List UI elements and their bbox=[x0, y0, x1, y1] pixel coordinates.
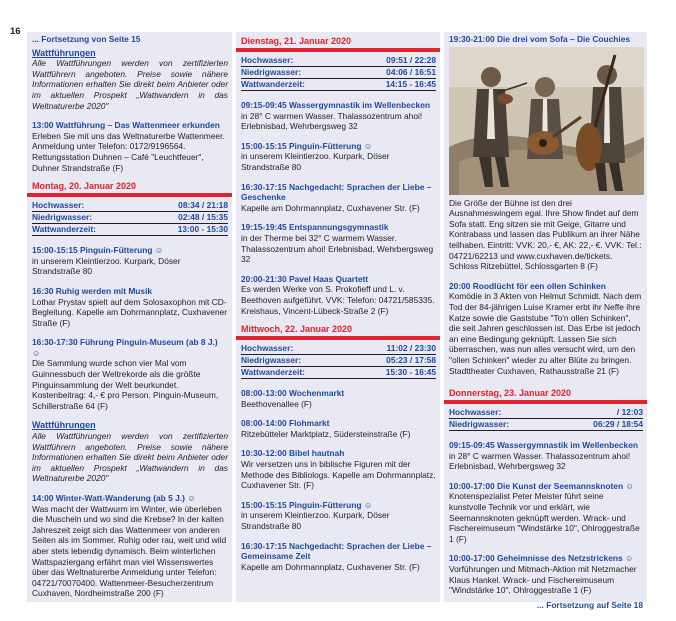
section-note: Alle Wattführungen werden von zertifizierten Wattführern angeboten. Preise sowie nähere Informationen erhalten Sie direkt beim Anbieter oder im aktuellen Prospekt „Wattwandern in das Weltnaturerbe 2020" bbox=[32, 58, 228, 111]
event-title: 08:00-13:00 Wochenmarkt bbox=[241, 388, 345, 399]
event-body: in unserem Kleintierzoo. Kurpark, Döser Strandstraße 80 bbox=[241, 151, 390, 172]
event-body: in 28° C warmen Wasser. Thalassozentrum ahoi! Erlebnisbad, Wehrbergsweg 32 bbox=[241, 110, 423, 132]
event-title: 09:15-09:45 Wassergymnastik im Wellenbecken bbox=[449, 440, 638, 451]
continuation-from: ... Fortsetzung von Seite 15 bbox=[32, 34, 141, 44]
tide-label: Hochwasser: bbox=[241, 343, 294, 354]
tide-row bbox=[32, 200, 228, 211]
day-header bbox=[444, 388, 647, 404]
day-label: Mittwoch, 22. Januar 2020 bbox=[241, 324, 353, 335]
event-body: Was macht der Wattwurm im Winter, wie überleben die Muscheln und wo sind die Krebse? In der kalten Jahreszeit zeigt sich das Wattenmeer von anderen Seiten als im Sommer. Ruhig oder rau, weit und wild aber stets lebendig dynamisch. Beim winterlichen Wattspaziergang erfährt man viel Wissenswertes über das Weltnaturerbe Anmeldung unter Telefon: 04721/70070400. Wattenmeer-Besucherzentrum Cuxhaven, Nordheimstraße 200 (F) bbox=[32, 503, 227, 599]
event-title: 15:00-15:15 Pinguin-Fütterung ☺ bbox=[241, 499, 373, 510]
event bbox=[449, 481, 643, 545]
event-body: Kapelle am Dohrmannplatz, Cuxhavener Str. (F) bbox=[241, 202, 420, 213]
event-body: Wir versetzen uns in biblische Figuren mit der Methode des Bibliologs. Kapelle am Dohrmannplatz, Cuxhavener Str. (F) bbox=[241, 459, 436, 491]
section-note: Alle Wattführungen werden von zertifizierten Wattführern angeboten. Preise sowie nähere Informationen erhalten Sie direkt beim Anbieter oder im aktuellen Prospekt „Wattwandern in das Weltnaturerbe 2020" bbox=[32, 431, 228, 484]
tide-value: 05:23 / 17:58 bbox=[386, 355, 436, 366]
event-body: Lothar Prystav spielt auf dem Solosaxophon mit CD-Begleitung. Kapelle am Dohrmannplatz, Cuxhavener Straße (F) bbox=[32, 296, 228, 328]
tide-value: / 12:03 bbox=[616, 407, 643, 418]
tide-row bbox=[241, 66, 436, 78]
event-body: Erleben Sie mit uns das Weltnaturerbe Wattenmeer. Anmeldung unter Telefon: 0172/9196564. Rettungsstation Duhnen – Café "Leuchtfeuer", Duhner Strandstraße (F) bbox=[32, 130, 225, 173]
event-title: 19:30-21:00 Die drei vom Sofa – Die Couchies bbox=[449, 34, 631, 44]
tide-value: 02:48 / 15:35 bbox=[178, 212, 228, 223]
event-title: 16:30-17:15 Nachgedacht: Sprachen der Liebe – Gemeinsame Zeit bbox=[241, 540, 432, 562]
event-title: 14:00 Winter-Watt-Wanderung (ab 5 J.) ☺ bbox=[32, 493, 196, 503]
page-number: 16 bbox=[10, 26, 21, 37]
event-body: Vorführungen und Mitmach-Aktion mit Netzmacher Klaus Hankel. Wrack- und Fischereimuseum "Windstärke 10", Ohlroggestraße 1 (F) bbox=[449, 564, 637, 596]
smiley-icon: ☺ bbox=[624, 553, 634, 564]
event-title: 10:00-17:00 Die Kunst der Seemannsknoten ☺ bbox=[449, 480, 634, 491]
day-label: Donnerstag, 23. Januar 2020 bbox=[449, 388, 572, 399]
tide-row bbox=[241, 78, 436, 90]
tide-label: Niedrigwasser: bbox=[241, 67, 302, 77]
event bbox=[32, 493, 228, 599]
tide-row bbox=[32, 211, 228, 223]
red-divider bbox=[236, 336, 440, 340]
red-divider bbox=[236, 48, 440, 52]
event bbox=[241, 100, 436, 132]
tide-value: 09:51 / 22:28 bbox=[386, 55, 436, 65]
event-body: Ritzebütteler Marktplatz, Südersteinstraße (F) bbox=[241, 428, 411, 439]
event-title: 16:30-17:30 Führung Pinguin-Museum (ab 8 J.) ☺ bbox=[32, 337, 218, 358]
tide-label: Niedrigwasser: bbox=[32, 212, 93, 223]
event bbox=[449, 553, 643, 595]
event bbox=[449, 281, 643, 376]
tide-table bbox=[32, 200, 228, 236]
event bbox=[32, 286, 228, 328]
event bbox=[241, 418, 436, 439]
event-title: 09:15-09:45 Wassergymnastik im Wellenbecken bbox=[241, 100, 430, 110]
tide-value: 14:15 - 16:45 bbox=[385, 79, 436, 89]
event-title: 20:00 Roodlücht för een ollen Schinken bbox=[449, 280, 606, 291]
tide-row bbox=[241, 55, 436, 66]
event bbox=[32, 245, 228, 277]
smiley-icon: ☺ bbox=[187, 493, 196, 503]
tide-table bbox=[241, 55, 436, 91]
event-body: Die Größe der Bühne ist den drei Ausnahmeswingern egal. Ihre Show findet auf dem Sofa statt. Eng sitzen sie mit Geige, Gitarre und Kontrabass und lassen das Publikum an ihrer Nähe teilhaben. Eintritt: VVK: 20,- €, AK: 22,- €. VVK: Tel.: 04721/62213 und www.cuxhaven.de/tickets. Schloss Ritzebüttel, Schlossgarten 8 (F) bbox=[449, 197, 642, 272]
event-body: in unserem Kleintierzoo. Kurpark, Döser Strandstraße 80 bbox=[241, 510, 390, 532]
tide-value: 15:30 - 16:45 bbox=[385, 367, 436, 378]
event-body: Es werden Werke von S. Prokofieff und L. v. Beethoven aufgeführt. VVK: Telefon: 04721/585335. Kreishaus, Vincent-Lübeck-Straße 2 (F) bbox=[241, 284, 435, 316]
band-photo-illustration bbox=[449, 47, 644, 195]
event-body: Beethovenallee (F) bbox=[241, 398, 312, 409]
event bbox=[241, 274, 436, 316]
event bbox=[241, 541, 436, 573]
event-title: 13:00 Wattführung – Das Wattenmeer erkunden bbox=[32, 120, 220, 131]
tide-label: Niedrigwasser: bbox=[449, 419, 510, 430]
tide-row bbox=[241, 366, 436, 378]
tide-row bbox=[241, 354, 436, 366]
event bbox=[449, 440, 643, 472]
event-body: Knotenspezialist Peter Meister führt seine kunstvolle Technik vor und erklärt, wie Seemannsknoten geknüpft werden. Wrack- und Fischereimuseum "Windstärke 10", Ohlroggestraße 1 (F) bbox=[449, 491, 640, 544]
event-body: Komödie in 3 Akten von Helmut Schmidt. Nach dem Tod der 84-jährigen Luise Kramer erbt ihr Neffe ihre Katze sowie die Gaststube "To'n ollen Schinken", die seit Jahren geschlossen ist. Das Erbe ist jedoch an eine Bedingung geknüpft. Lassen Sie sich überraschen, was nun alles versucht wird, um den "ollen Schinken" wieder zu alter Blüte zu bringen. Stadttheater Cuxhaven, Rathausstraße 21 (F) bbox=[449, 291, 642, 376]
tide-label: Wattwanderzeit: bbox=[241, 79, 305, 89]
continuation-to: ... Fortsetzung auf Seite 18 bbox=[536, 599, 643, 610]
day-header bbox=[236, 36, 440, 52]
event-title: 10:30-12:00 Bibel hautnah bbox=[241, 448, 345, 459]
smiley-icon: ☺ bbox=[154, 245, 164, 256]
event-body: in 28° C warmen Wasser. Thalassozentrum ahoi! Erlebnisbad, Wehrbergsweg 32 bbox=[449, 450, 631, 472]
day-header bbox=[27, 181, 232, 197]
event-title: 16:30-17:15 Nachgedacht: Sprachen der Liebe – Geschenke bbox=[241, 181, 432, 203]
event-title: 16:30 Ruhig werden mit Musik bbox=[32, 285, 153, 296]
event-body: in der Therme bei 32° C warmem Wasser. Thalassozentrum ahoi! Erlebnisbad, Wehrbergsweg 32 bbox=[241, 232, 434, 265]
tide-value: 11:02 / 23:30 bbox=[386, 343, 436, 354]
smiley-icon: ☺ bbox=[32, 347, 41, 358]
event bbox=[241, 448, 436, 490]
tide-label: Hochwasser: bbox=[449, 407, 502, 418]
event-title: 20:00-21:30 Pavel Haas Quartett bbox=[241, 273, 369, 284]
smiley-icon: ☺ bbox=[363, 499, 373, 510]
event-title: 15:00-15:15 Pinguin-Fütterung ☺ bbox=[32, 245, 164, 256]
event-title: 08:00-14:00 Flohmarkt bbox=[241, 418, 330, 429]
tide-value: 13:00 - 15:30 bbox=[177, 224, 228, 235]
event-title: 19:15-19:45 Entspannungsgymnastik bbox=[241, 222, 389, 233]
smiley-icon: ☺ bbox=[625, 480, 634, 491]
tide-value: 08:34 / 21:18 bbox=[178, 200, 228, 211]
column-3 bbox=[444, 32, 647, 610]
tide-label: Hochwasser: bbox=[32, 200, 85, 211]
tide-value: 04:06 / 16:51 bbox=[386, 67, 436, 77]
smiley-icon: ☺ bbox=[363, 140, 373, 151]
red-divider bbox=[444, 400, 647, 404]
tide-label: Wattwanderzeit: bbox=[32, 224, 96, 235]
event bbox=[32, 337, 228, 411]
event bbox=[241, 222, 436, 264]
event-body: in unserem Kleintierzoo. Kurpark, Döser Strandstraße 80 bbox=[32, 255, 181, 277]
tide-table bbox=[449, 407, 643, 431]
event bbox=[241, 141, 436, 173]
column-1 bbox=[27, 32, 232, 602]
tide-value: 06:29 / 18:54 bbox=[593, 419, 643, 430]
tide-table bbox=[241, 343, 436, 379]
day-header bbox=[236, 324, 440, 340]
day-label: Montag, 20. Januar 2020 bbox=[32, 181, 137, 192]
band-photo bbox=[449, 47, 644, 195]
red-divider bbox=[27, 193, 232, 197]
tide-row bbox=[449, 407, 643, 418]
tide-label: Niedrigwasser: bbox=[241, 355, 302, 366]
section-title: Wattführungen bbox=[32, 420, 96, 431]
day-label: Dienstag, 21. Januar 2020 bbox=[241, 36, 352, 46]
tide-row bbox=[241, 343, 436, 354]
event-title: 10:00-17:00 Geheimnisse des Netzstrickens ☺ bbox=[449, 553, 634, 564]
event bbox=[241, 182, 436, 214]
event bbox=[32, 120, 228, 173]
tide-row bbox=[449, 418, 643, 430]
event bbox=[241, 500, 436, 532]
event-body: Kapelle am Dohrmannplatz, Cuxhavener Str. (F) bbox=[241, 561, 420, 572]
section-title: Wattführungen bbox=[32, 47, 96, 58]
event-body: Die Sammlung wurde schon vier Mal vom Guinnessbuch der Weltrekorde als die größte Pinguinsammlung der Welt beurkundet. Kostenbeitrag: 4,- € pro Person. Pinguin-Museum, Schillerstraße 64 (F) bbox=[32, 358, 219, 411]
tide-row bbox=[32, 223, 228, 235]
event-title: 15:00-15:15 Pinguin-Fütterung ☺ bbox=[241, 140, 373, 151]
column-2 bbox=[236, 32, 440, 602]
event bbox=[241, 388, 436, 409]
tide-label: Wattwanderzeit: bbox=[241, 367, 305, 378]
tide-label: Hochwasser: bbox=[241, 55, 294, 65]
